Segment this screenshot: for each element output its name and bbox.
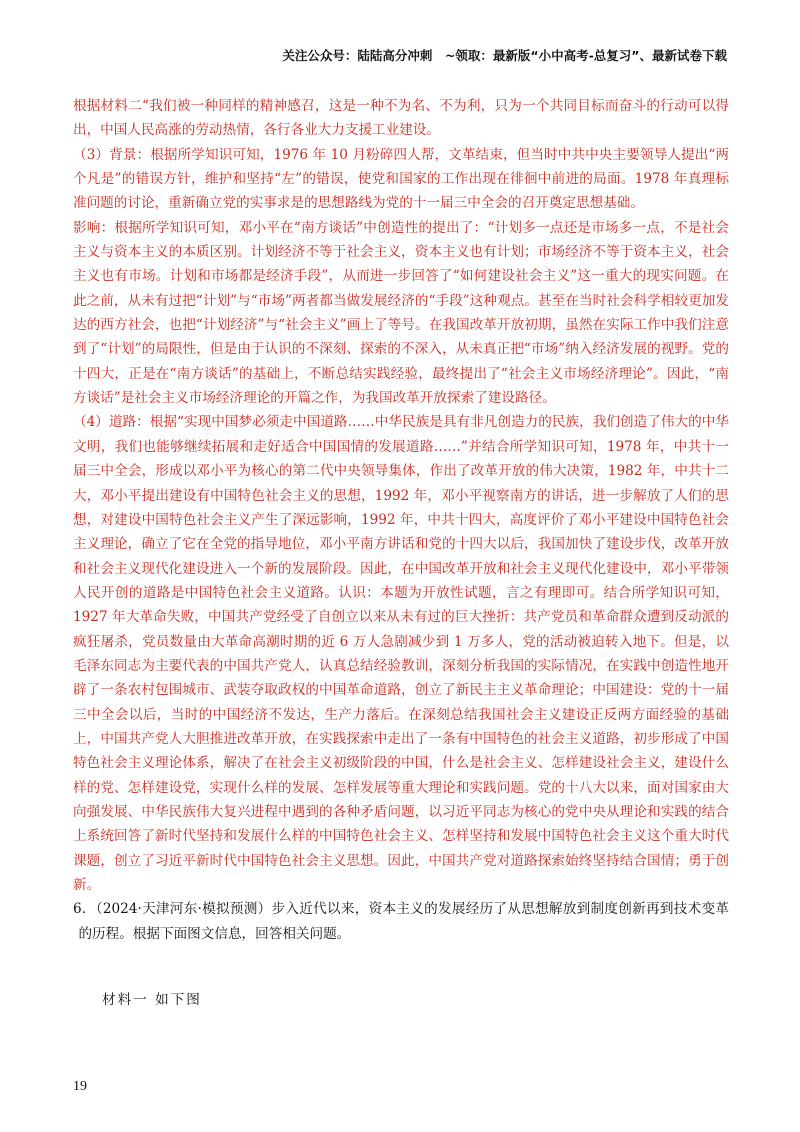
page-content: [73, 94, 729, 946]
answer-paragraph-1: 根据材料二“我们被一种同样的精神感召，这是一种不为名、不为利，只为一个共同目标而奋斗的行动可以得出，中国人民高涨的劳动热情，各行各业大力支援工业建设。: [73, 98, 729, 139]
page-number: 19: [73, 1079, 87, 1094]
question-6: 6．（2024·天津河东·模拟预测）步入近代以来，资本主义的发展经历了从思想解放到制度创新再到技术变革的历程。根据下面图文信息，回答相关问题。: [73, 901, 729, 942]
material-one-label: 材料一 如下图: [102, 992, 202, 1008]
answer-paragraph-2: （3）背景：根据所学知识可知，1976 年 10 月粉碎四人帮，文革结束，但当时中共中央主要领导人提出“两个凡是”的错误方针，维护和坚持“左”的错误，使党和国家的工作出现在徘徊中前进的局面。1978 年真理标准问题的讨论，重新确立党的实事求是的思想路线为党的十一届三中全会的召开奠定思想基础。: [73, 146, 729, 212]
page-header: 关注公众号：陆陆高分冲刺 ~领取：最新版“小中高考-总复习”、最新试卷下载: [282, 48, 727, 63]
answer-paragraph-4: （4）道路：根据“实现中国梦必须走中国道路……中华民族是具有非凡创造力的民族，我们创造了伟大的中华文明，我们也能够继续拓展和走好适合中国国情的发展道路……”并结合所学知识可知，1978 年，中共十一届三中全会，形成以邓小平为核心的第二代中央领导集体，作出了改革开放的伟大决策，1982 年，中共十二大，邓小平提出建设有中国特色社会主义的思想，1992 年，邓小平视察南方的讲话，进一步解放了人们的思想，对建设中国特色社会主义产生了深远影响，1992 年，中共十四大，高度评价了邓小平建设中国特色社会主义理论，确立了它在全党的指导地位，邓小平南方讲话和党的十四大以后，我国加快了建设步伐，改革开放和社会主义现代化建设进入一个新的发展阶段。因此，在中国改革开放和社会主义现代化建设中，邓小平带领人民开创的道路是中国特色社会主义道路。认识：本题为开放性试题，言之有理即可。结合所学知识可知，1927 年大革命失败，中国共产党经受了自创立以来从未有过的巨大挫折：共产党员和革命群众遭到反动派的疯狂屠杀，党员数量由大革命高潮时期的近 6 万人急剧减少到 1 万多人，党的活动被迫转入地下。但是，以毛泽东同志为主要代表的中国共产党人，认真总结经验教训，深刻分析我国的实际情况，在实践中创造性地开辟了一条农村包围城市、武装夺取政权的中国革命道路，创立了新民主主义革命理论；中国建设：党的十一届三中全会以后，当时的中国经济不发达，生产力落后。在深刻总结我国社会主义建设正反两方面经验的基础上，中国共产党人大胆推进改革开放，在实践探索中走出了一条有中国特色的社会主义道路，初步形成了中国特色社会主义理论体系，解决了在社会主义初级阶段的中国，什么是社会主义、怎样建设社会主义，建设什么样的党、怎样建设党，实现什么样的发展、怎样发展等重大理论和实践问题。党的十八大以来，面对国家由大向强发展、中华民族伟大复兴进程中遇到的各种矛盾问题，以习近平同志为核心的党中央从理论和实践的结合上系统回答了新时代坚持和发展什么样的中国特色社会主义、怎样坚持和发展中国特色社会主义这个重大时代课题，创立了习近平新时代中国特色社会主义思想。因此，中国共产党对道路探索始终坚持结合国情；勇于创新。: [73, 414, 729, 893]
answer-paragraph-3: 影响：根据所学知识可知，邓小平在“南方谈话”中创造性的提出了：“计划多一点还是市场多一点，不是社会主义与资本主义的本质区别。计划经济不等于社会主义，资本主义也有计划；市场经济不等于资本主义，社会主义也有市场。计划和市场都是经济手段”，从而进一步回答了“如何建设社会主义”这一重大的现实问题。在此之前，从未有过把“计划”与“市场”两者都当做发展经济的“手段”这种观点。甚至在当时社会科学相较更加发达的西方社会，也把“计划经济”与“社会主义”画上了等号。在我国改革开放初期，虽然在实际工作中我们注意到了“计划”的局限性，但是由于认识的不深刻、探索的不深入，从未真正把“市场”纳入经济发展的视野。党的十四大，正是在“南方谈话”的基础上，不断总结实践经验，最终提出了“社会主义市场经济理论”。因此，“南方谈话”是社会主义市场经济理论的开篇之作，为我国改革开放探索了建设路径。: [73, 219, 729, 407]
